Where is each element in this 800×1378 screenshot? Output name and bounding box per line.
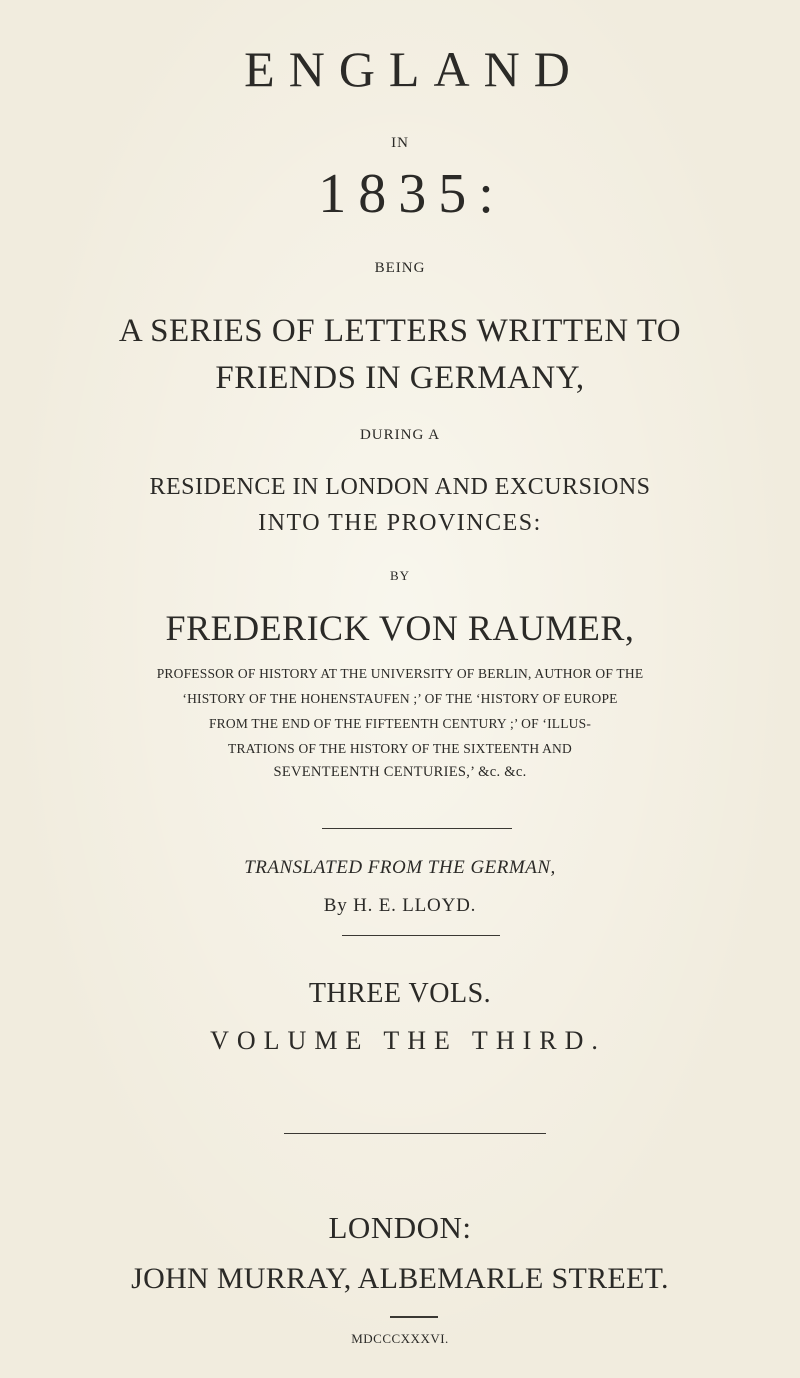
book-title: ENGLAND (244, 41, 584, 97)
subtitle-line-2: FRIENDS IN GERMANY, (215, 360, 585, 396)
divider-rule-1 (322, 828, 512, 829)
subtitle-line-4: INTO THE PROVINCES: (258, 510, 542, 536)
volume-current: VOLUME THE THIRD. (210, 1026, 606, 1055)
translation-note: TRANSLATED FROM THE GERMAN, (244, 857, 556, 878)
imprint-city: LONDON: (328, 1210, 472, 1245)
author-credentials-line-4: TRATIONS OF THE HISTORY OF THE SIXTEENTH AND (228, 741, 572, 756)
author-name: FREDERICK VON RAUMER, (165, 608, 635, 648)
title-year: 1835: (318, 163, 506, 225)
imprint-date: MDCCCXXXVI. (351, 1331, 449, 1346)
volume-count: THREE VOLS. (308, 978, 492, 1009)
translator: By H. E. LLOYD. (323, 895, 477, 916)
title-connector-being: BEING (374, 260, 426, 276)
divider-rule-2 (342, 935, 500, 936)
author-credentials-line-1: PROFESSOR OF HISTORY AT THE UNIVERSITY OF BERLIN, AUTHOR OF THE (156, 666, 644, 681)
title-connector-in: IN (391, 135, 409, 151)
divider-rule-3 (284, 1133, 546, 1134)
author-credentials-line-2: ‘HISTORY OF THE HOHENSTAUFEN ;’ OF THE ‘HISTORY OF EUROPE (182, 691, 618, 706)
divider-rule-4 (390, 1316, 438, 1318)
subtitle-connector-during: DURING A (359, 427, 441, 443)
author-connector-by: BY (389, 568, 411, 583)
subtitle-line-3: RESIDENCE IN LONDON AND EXCURSIONS (149, 474, 651, 500)
subtitle-line-1: A SERIES OF LETTERS WRITTEN TO (118, 313, 682, 349)
author-credentials-line-3: FROM THE END OF THE FIFTEENTH CENTURY ;’ OF ‘ILLUS- (208, 716, 592, 731)
author-credentials-line-5: SEVENTEENTH CENTURIES,’ &c. &c. (273, 764, 527, 780)
imprint-publisher: JOHN MURRAY, ALBEMARLE STREET. (131, 1262, 669, 1295)
